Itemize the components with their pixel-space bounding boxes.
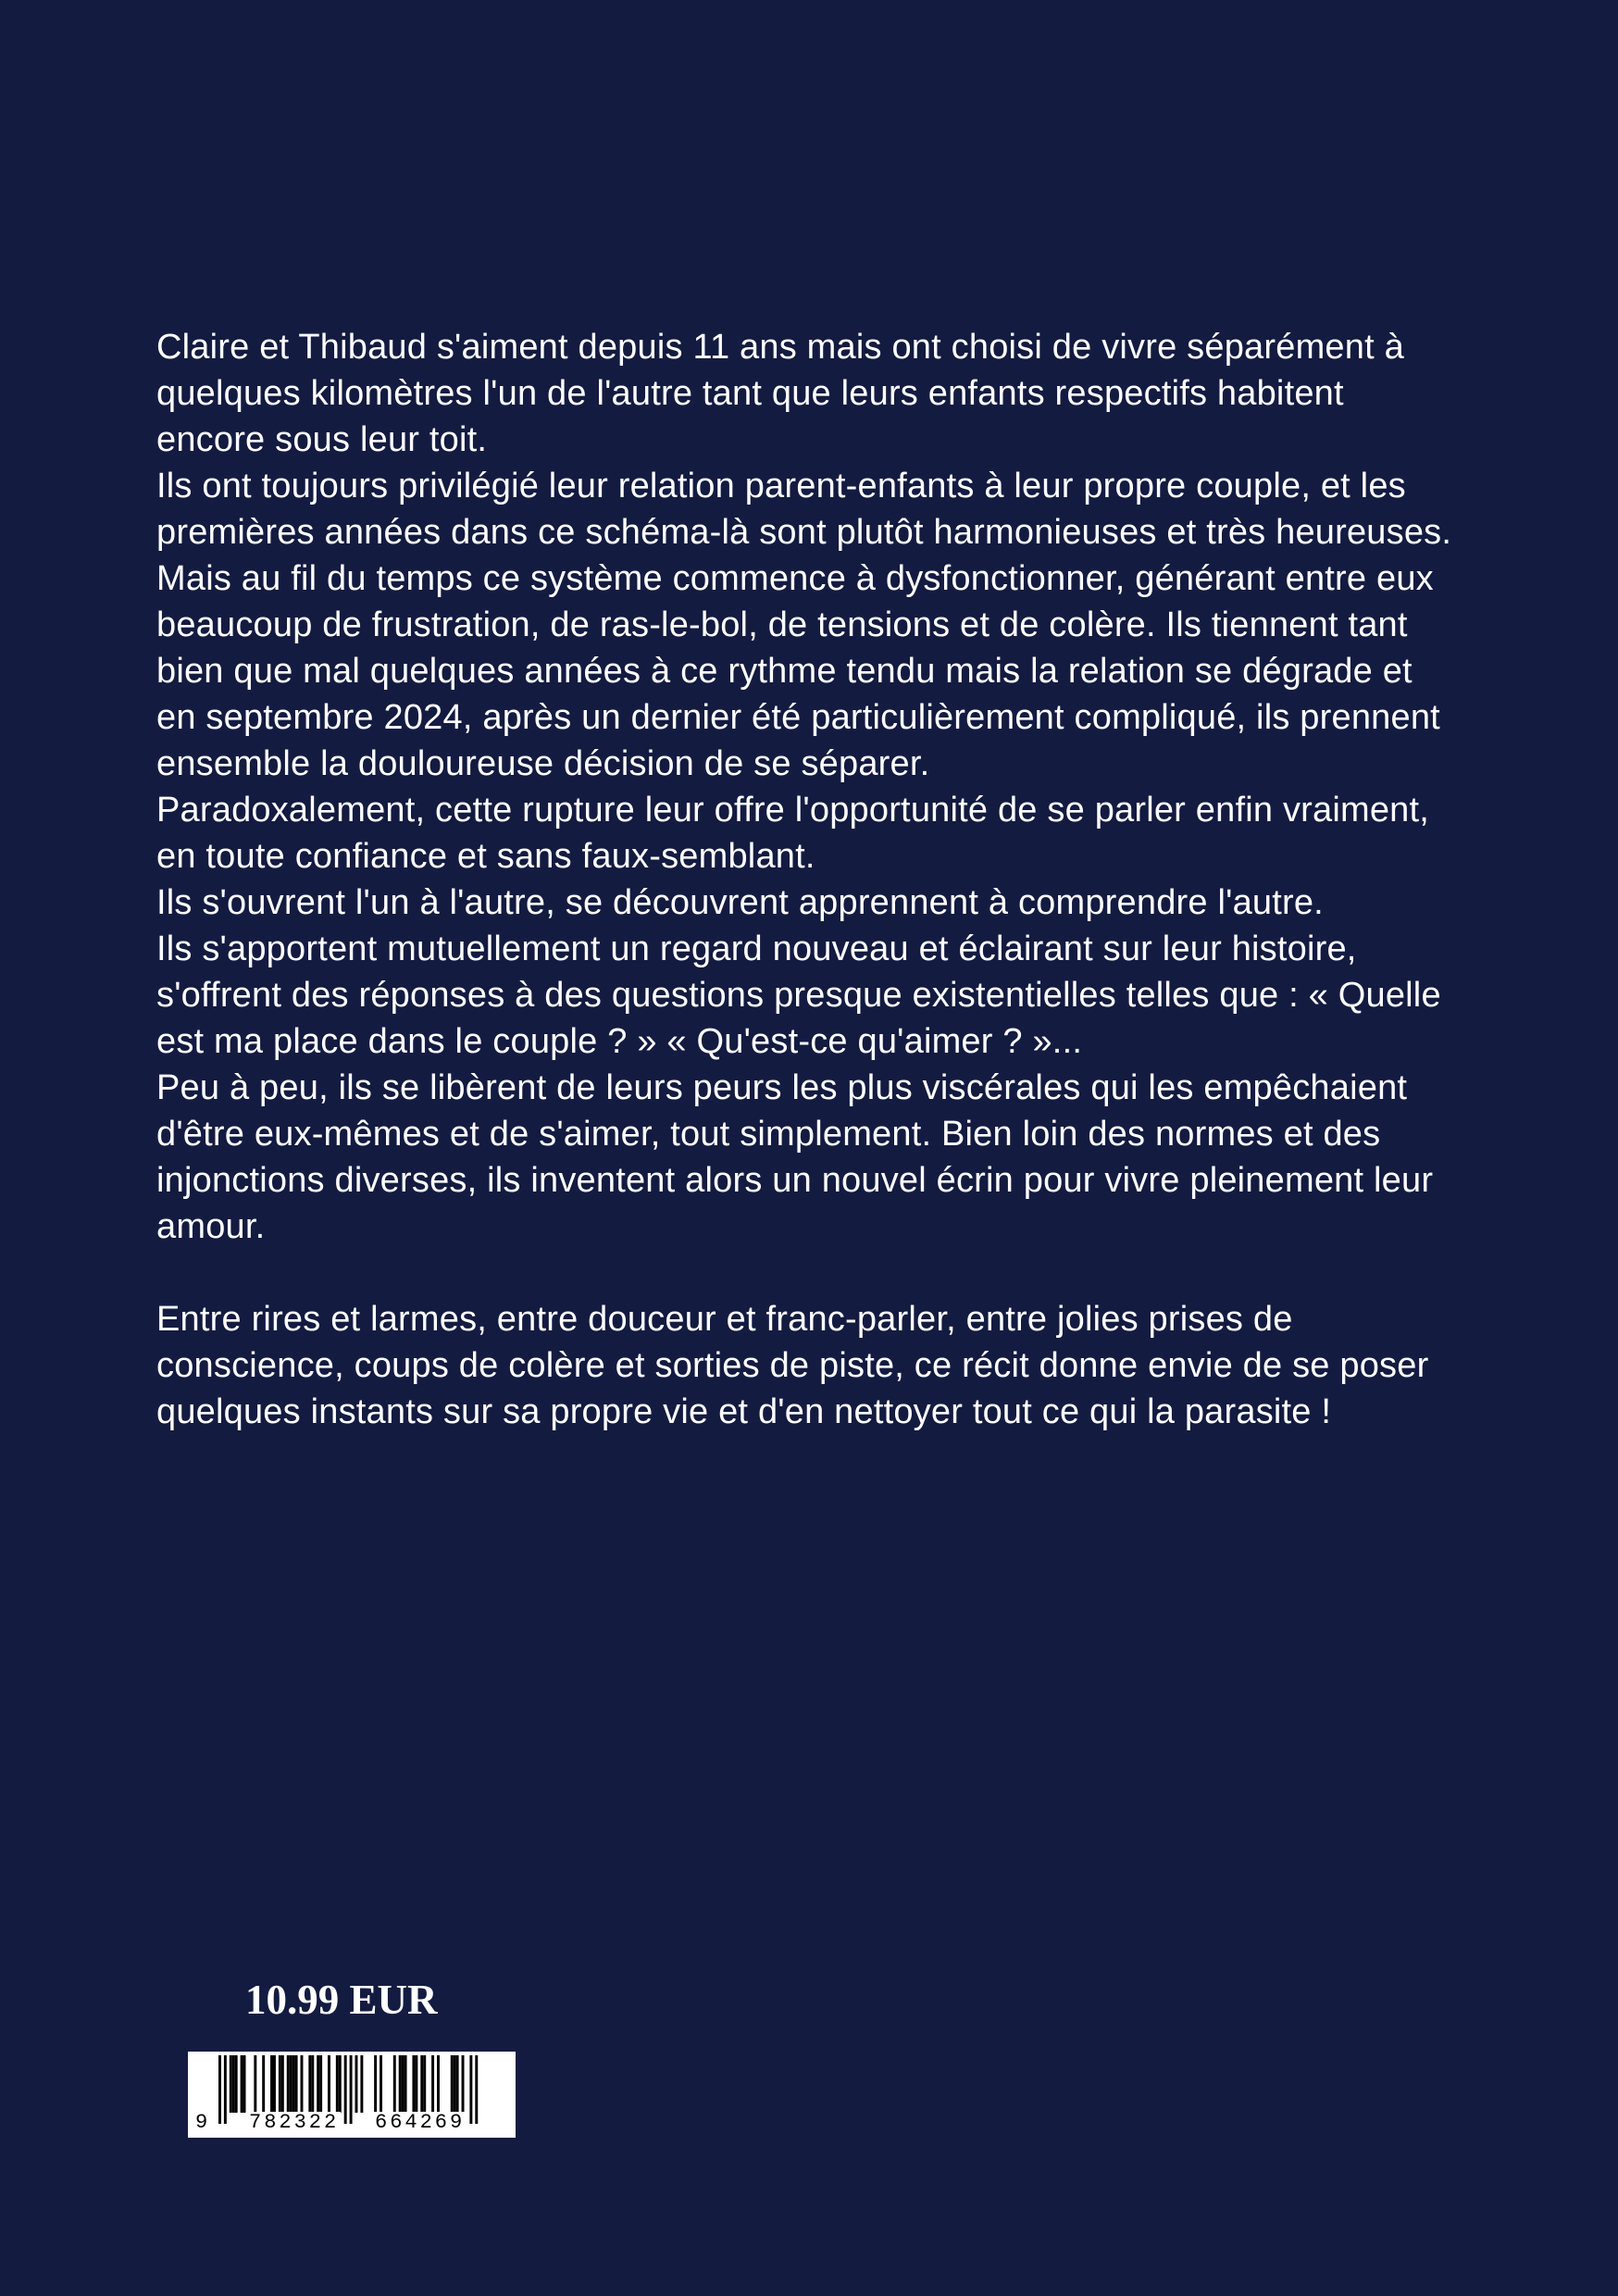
blurb-paragraph-3: Mais au fil du temps ce système commence à dysfonctionner, générant entre eux beaucoup de frustration, de ras-le-bol, de tensions et de colère. Ils tiennent tant bien que mal quelques années à ce rythme tendu mais la relation se dégrade et en septembre 2024, après un dernier été particulièrement compliqué, ils prennent ensemble la douloureuse décision de se séparer. bbox=[156, 559, 1440, 783]
blurb-paragraph-7: Peu à peu, ils se libèrent de leurs peurs les plus viscérales qui les empêchaient d'être eux-mêmes et de s'aimer, tout simplement. Bien loin des normes et des injonctions diverses, ils inventent alors un nouvel écrin pour vivre pleinement leur amour. bbox=[156, 1068, 1434, 1246]
barcode-bar bbox=[393, 2055, 396, 2113]
barcode-bar bbox=[287, 2055, 290, 2113]
barcode-bar bbox=[454, 2055, 456, 2113]
barcode-bar bbox=[279, 2055, 281, 2113]
barcode-bar bbox=[437, 2055, 440, 2113]
barcode-bar bbox=[273, 2055, 276, 2113]
blurb-paragraph-5: Ils s'ouvrent l'un à l'autre, se découvrent apprennent à comprendre l'autre. bbox=[156, 883, 1324, 922]
barcode-bar bbox=[336, 2055, 339, 2113]
blurb-paragraph-4: Paradoxalement, cette rupture leur offre l'opportunité de se parler enfin vraiment, en toute confiance et sans faux-semblant. bbox=[156, 791, 1430, 876]
barcode-bar bbox=[451, 2055, 454, 2113]
barcode-bar bbox=[402, 2055, 404, 2113]
barcode-bar bbox=[281, 2055, 284, 2113]
barcode-bar bbox=[431, 2055, 434, 2113]
barcode-bar bbox=[404, 2055, 407, 2113]
barcode-bar bbox=[270, 2055, 273, 2113]
barcode-left-group: 782322 bbox=[249, 2111, 340, 2134]
barcode-bar bbox=[319, 2055, 322, 2113]
barcode-bar bbox=[380, 2055, 382, 2113]
barcode-bar bbox=[295, 2055, 298, 2113]
barcode-bar bbox=[292, 2055, 295, 2113]
barcode-digits bbox=[188, 2112, 516, 2134]
blurb bbox=[156, 324, 1452, 1435]
barcode-bar bbox=[423, 2055, 426, 2113]
barcode-bar bbox=[412, 2055, 415, 2113]
barcode-bar bbox=[301, 2055, 304, 2113]
barcode-bar bbox=[254, 2055, 256, 2113]
barcode-bar bbox=[420, 2055, 423, 2113]
barcode-bar bbox=[456, 2055, 459, 2113]
barcode-bar bbox=[415, 2055, 417, 2113]
barcode-bar bbox=[355, 2055, 358, 2113]
paragraph-spacer bbox=[156, 1250, 1452, 1296]
isbn-barcode bbox=[188, 2052, 516, 2138]
barcode-right-group: 664269 bbox=[375, 2111, 466, 2134]
barcode-bar bbox=[243, 2055, 246, 2113]
barcode-bar bbox=[230, 2055, 232, 2113]
barcode-bar bbox=[311, 2055, 314, 2113]
barcode-bar bbox=[360, 2055, 363, 2113]
barcode-bar bbox=[235, 2055, 238, 2113]
barcode-bar bbox=[399, 2055, 402, 2113]
barcode-bar bbox=[374, 2055, 377, 2113]
barcode-bar bbox=[308, 2055, 311, 2113]
blurb-paragraph-2: Ils ont toujours privilégié leur relation parent-enfants à leur propre couple, et les premières années dans ce schéma-là sont plutôt harmonieuses et très heureuses. bbox=[156, 467, 1452, 552]
blurb-paragraph-1: Claire et Thibaud s'aiment depuis 11 ans mais ont choisi de vivre séparément à quelques kilomètres l'un de l'autre tant que leurs enfants respectifs habitent encore sous leur toit. bbox=[156, 328, 1404, 459]
barcode-bar bbox=[262, 2055, 265, 2113]
barcode-bar bbox=[328, 2055, 330, 2113]
barcode-bar bbox=[339, 2055, 342, 2113]
barcode-bar bbox=[241, 2055, 243, 2113]
blurb-paragraph-6: Ils s'apportent mutuellement un regard nouveau et éclairant sur leur histoire, s'offrent des réponses à des questions presque existentielles telles que : « Quelle est ma place dans le couple ? » « Qu'est-ce qu'aimer ? »... bbox=[156, 930, 1441, 1061]
barcode-first-digit: 9 bbox=[195, 2111, 208, 2134]
blurb-closing: Entre rires et larmes, entre douceur et franc-parler, entre jolies prises de conscience, coups de colère et sorties de piste, ce récit donne envie de se poser quelques instants sur sa propre vie et d'en nettoyer tout ce qui la parasite ! bbox=[156, 1300, 1429, 1431]
barcode-bar bbox=[290, 2055, 292, 2113]
barcode-bar bbox=[317, 2055, 319, 2113]
barcode-bar bbox=[462, 2055, 465, 2113]
barcode-bar bbox=[232, 2055, 235, 2113]
price: 10.99 EUR bbox=[245, 1977, 438, 2023]
